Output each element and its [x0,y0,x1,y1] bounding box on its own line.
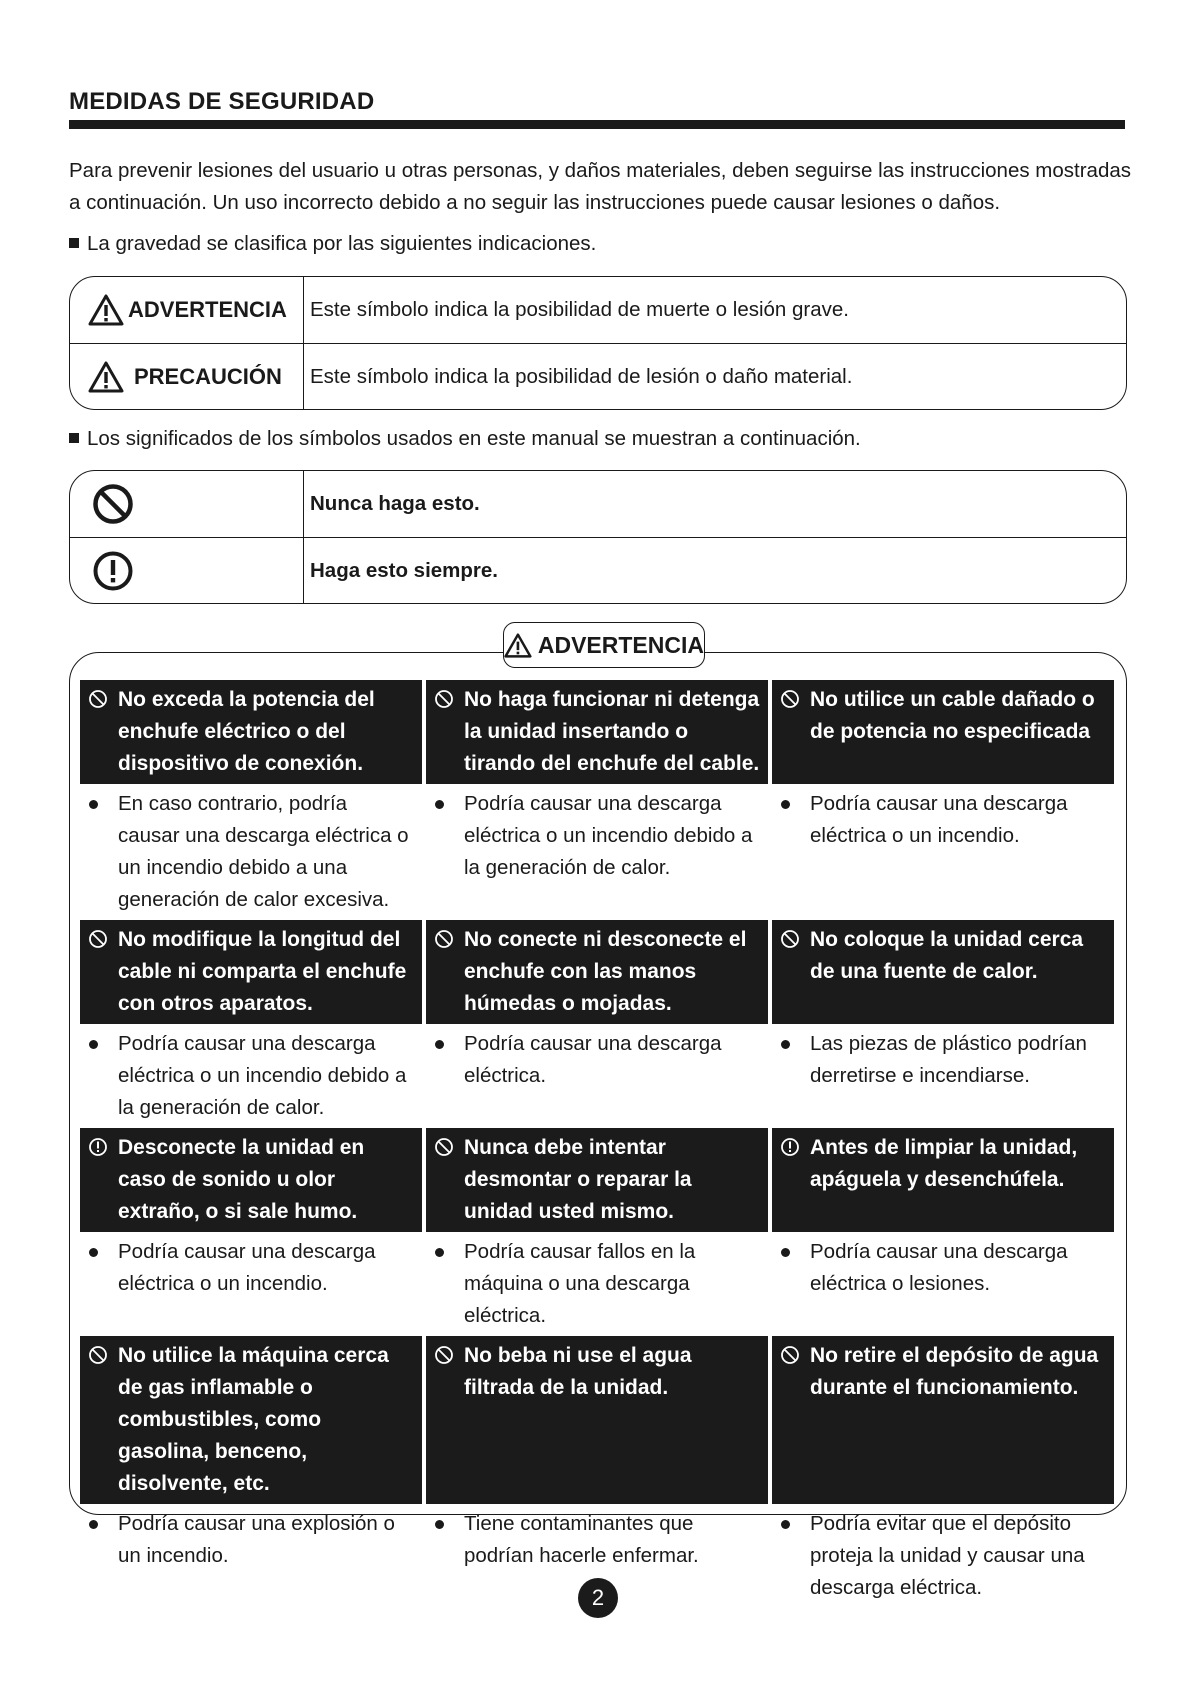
prohibition-icon [88,929,108,949]
bullet-dot-icon [435,800,444,809]
bullet-dot-icon [781,800,790,809]
page-title: MEDIDAS DE SEGURIDAD [69,88,375,115]
prohibition-icon [434,1137,454,1157]
prohibition-icon [88,1345,108,1365]
prohibition-meaning: Nunca haga esto. [310,492,480,515]
severity-table [69,276,1127,410]
warning-heading: No utilice la máquina cerca de gas inflamable o combustibles, como gasolina, benceno, disolvente, etc. [80,1336,422,1504]
warning-body-row [80,784,1114,920]
warning-consequence: Podría causar fallos en la máquina o una descarga eléctrica. [426,1232,768,1336]
prohibition-icon [434,1345,454,1365]
square-bullet-icon [69,238,79,248]
symbol-row-mandatory [70,538,1126,604]
prohibition-icon [88,689,108,709]
warning-description: Este símbolo indica la posibilidad de muerte o lesión grave. [310,298,849,321]
warning-consequence: Podría evitar que el depósito proteja la unidad y causar una descarga eléctrica. [772,1504,1114,1608]
prohibition-icon [92,483,134,525]
prohibition-icon [434,929,454,949]
warning-body-row [80,1024,1114,1128]
warning-heading: Antes de limpiar la unidad, apáguela y desenchúfela. [772,1128,1114,1232]
warning-consequence: Tiene contaminantes que podrían hacerle enfermar. [426,1504,768,1608]
exclamation-icon [92,550,134,592]
warning-consequence: Las piezas de plástico podrían derretirse e incendiarse. [772,1024,1114,1128]
warning-heading: No retire el depósito de agua durante el funcionamiento. [772,1336,1114,1504]
warning-heading: Desconecte la unidad en caso de sonido u olor extraño, o si sale humo. [80,1128,422,1232]
bullet-dot-icon [435,1248,444,1257]
warning-consequence: Podría causar una descarga eléctrica. [426,1024,768,1128]
warning-head-row [80,1336,1114,1504]
symbols-table [69,470,1127,604]
page-number: 2 [578,1578,618,1618]
warning-heading: No haga funcionar ni detenga la unidad insertando o tirando del enchufe del cable. [426,680,768,784]
warning-consequence: Podría causar una descarga eléctrica o un incendio debido a la generación de calor. [80,1024,422,1128]
warning-heading: No utilice un cable dañado o de potencia no especificada [772,680,1114,784]
warning-heading: No modifique la longitud del cable ni comparta el enchufe con otros aparatos. [80,920,422,1024]
prohibition-icon [780,1345,800,1365]
prohibition-icon [780,929,800,949]
symbol-row-prohibition [70,471,1126,538]
warning-heading: No conecte ni desconecte el enchufe con las manos húmedas o mojadas. [426,920,768,1024]
bullet-dot-icon [89,800,98,809]
warnings-grid [80,680,1114,1608]
intro-paragraph: Para prevenir lesiones del usuario u otras personas, y daños materiales, deben seguirse las instrucciones mostradas a continuación. Un uso incorrecto debido a no seguir las instrucciones puede causar lesiones o daños. [69,159,1132,214]
caution-triangle-icon [88,361,124,393]
warning-body-row [80,1232,1114,1336]
mandatory-meaning: Haga esto siempre. [310,559,498,582]
warning-head-row [80,1128,1114,1232]
severity-row-caution [70,344,1126,410]
warning-consequence: Podría causar una descarga eléctrica o un incendio. [772,784,1114,920]
square-bullet-icon [69,433,79,443]
warning-triangle-icon [504,633,532,658]
caution-label: PRECAUCIÓN [88,344,282,410]
exclamation-icon [88,1137,108,1157]
bullet-dot-icon [781,1520,790,1529]
warning-heading: No beba ni use el agua filtrada de la unidad. [426,1336,768,1504]
bullet-dot-icon [89,1248,98,1257]
warning-consequence: Podría causar una explosión o un incendio. [80,1504,422,1608]
warning-triangle-icon [88,294,124,326]
warning-consequence: Podría causar una descarga eléctrica o un incendio. [80,1232,422,1336]
warning-consequence: Podría causar una descarga eléctrica o un incendio debido a la generación de calor. [426,784,768,920]
warning-heading: Nunca debe intentar desmontar o reparar la unidad usted mismo. [426,1128,768,1232]
bullet-dot-icon [435,1040,444,1049]
bullet-dot-icon [89,1520,98,1529]
prohibition-icon [434,689,454,709]
severity-row-warning [70,277,1126,344]
warning-head-row [80,920,1114,1024]
exclamation-icon [780,1137,800,1157]
warning-heading: No exceda la potencia del enchufe eléctrico o del dispositivo de conexión. [80,680,422,784]
bullet-dot-icon [435,1520,444,1529]
title-rule [69,120,1125,129]
bullet-dot-icon [781,1040,790,1049]
warning-label: ADVERTENCIA [88,277,287,343]
bullet-dot-icon [89,1040,98,1049]
symbols-note: Los significados de los símbolos usados en este manual se muestran a continuación. [69,427,861,451]
severity-note: La gravedad se clasifica por las siguientes indicaciones. [69,232,596,256]
prohibition-icon [780,689,800,709]
warning-heading: No coloque la unidad cerca de una fuente de calor. [772,920,1114,1024]
warning-consequence: En caso contrario, podría causar una descarga eléctrica o un incendio debido a una generación de calor excesiva. [80,784,422,920]
caution-description: Este símbolo indica la posibilidad de lesión o daño material. [310,365,853,388]
warning-head-row [80,680,1114,784]
bullet-dot-icon [781,1248,790,1257]
warnings-badge: ADVERTENCIA [503,622,705,668]
warning-consequence: Podría causar una descarga eléctrica o lesiones. [772,1232,1114,1336]
